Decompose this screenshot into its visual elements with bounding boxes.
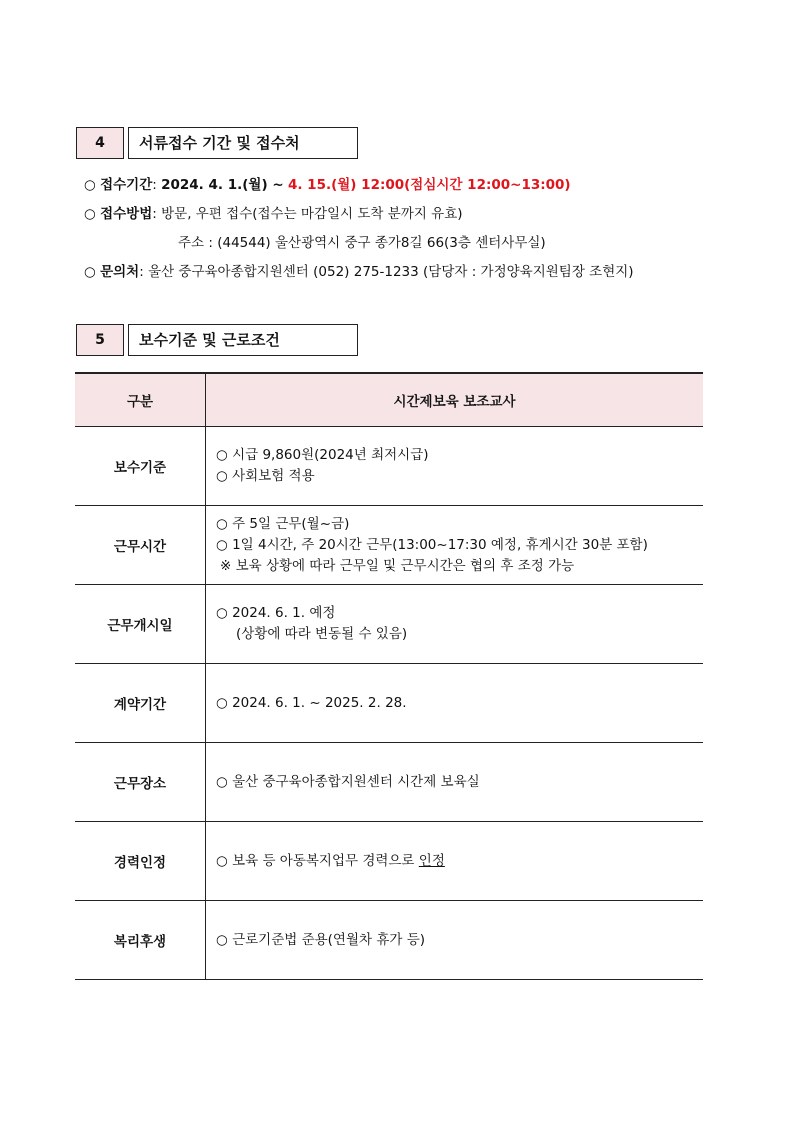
header-position: 시간제보육 보조교사 [206,373,704,427]
table-row [75,427,703,506]
row-label: 계약기간 [75,664,206,743]
method-text: 방문, 우편 접수(접수는 마감일시 도착 분까지 유효) [161,206,463,222]
row-content: ○ 주 5일 근무(월~금) ○ 1일 4시간, 주 20시간 근무(13:00~17:30 예정, 휴게시간 30분 포함) ※ 보육 상황에 따라 근무일 및 근무시간은 협의 후 조정 가능 [206,506,704,585]
row-label: 근무시간 [75,506,206,585]
row-label: 근무개시일 [75,585,206,664]
row-label: 복리후생 [75,901,206,980]
row-content: ○ 2024. 6. 1. 예정 (상황에 따라 변동될 수 있음) [206,585,704,664]
table-row [75,743,703,822]
row-label: 보수기준 [75,427,206,506]
row-content: ○ 보육 등 아동복지업무 경력으로 인정 [206,822,704,901]
section-title: 보수기준 및 근로조건 [128,324,358,356]
section-title: 서류접수 기간 및 접수처 [128,127,358,159]
period-end: 4. 15.(월) 12:00(점심시간 12:00~13:00) [287,177,571,193]
inquiry-label: 문의처 [100,264,140,280]
period-label: 접수기간 [100,177,153,193]
table-row [75,585,703,664]
bullet: ○ [84,206,96,222]
address-line: 주소 : (44544) 울산광역시 중구 종가8길 66(3층 센터사무실) [178,235,546,251]
section-number: 5 [76,324,124,356]
table-row [75,664,703,743]
table-row [75,822,703,901]
row-content: ○ 시급 9,860원(2024년 최저시급) ○ 사회보험 적용 [206,427,704,506]
row-content: ○ 2024. 6. 1. ~ 2025. 2. 28. [206,664,704,743]
period-line: ○ 접수기간: 2024. 4. 1.(월) ~ 4. 15.(월) 12:00(점심시간 12:00~13:00) [84,177,571,193]
underlined-word: 인정 [418,852,445,869]
method-label: 접수방법 [100,206,153,222]
row-label: 경력인정 [75,822,206,901]
table-row [75,901,703,980]
inquiry-text: 울산 중구육아종합지원센터 (052) 275-1233 (담당자 : 가정양육지원팀장 조현지) [148,264,634,280]
table-header-row [75,373,703,427]
bullet: ○ [84,264,96,280]
row-label: 근무장소 [75,743,206,822]
bullet: ○ [84,177,96,193]
table-row [75,506,703,585]
period-start: 2024. 4. 1.(월) ~ [161,177,284,193]
section-number: 4 [76,127,124,159]
method-line: ○ 접수방법: 방문, 우편 접수(접수는 마감일시 도착 분까지 유효) [84,206,463,222]
inquiry-line: ○ 문의처: 울산 중구육아종합지원센터 (052) 275-1233 (담당자 : 가정양육지원팀장 조현지) [84,264,634,280]
conditions-table [75,372,703,980]
row-content: ○ 근로기준법 준용(연월차 휴가 등) [206,901,704,980]
row-content: ○ 울산 중구육아종합지원센터 시간제 보육실 [206,743,704,822]
header-category: 구분 [75,373,206,427]
